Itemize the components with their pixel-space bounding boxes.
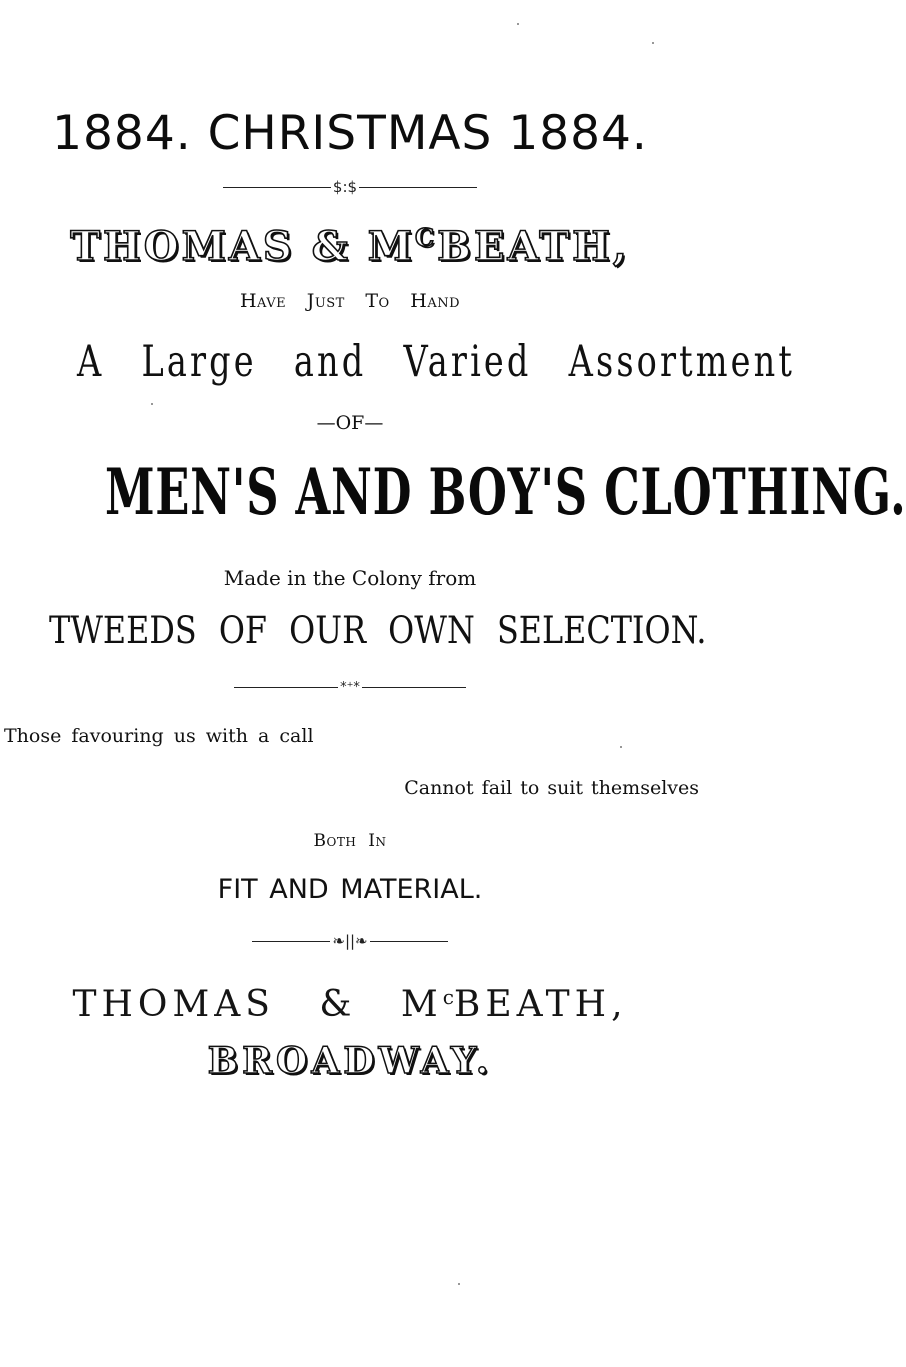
fit-material-heading: FIT AND MATERIAL.	[217, 874, 483, 905]
address-heading: BROADWAY.	[207, 1040, 493, 1082]
firm-name-part: THOMAS & M	[70, 223, 416, 270]
rule-right	[370, 941, 448, 942]
firm-name-part: THOMAS & M	[72, 984, 443, 1025]
print-speck	[151, 403, 153, 405]
product-heading: MEN'S AND BOY'S CLOTHING.	[105, 455, 906, 530]
firm-name-part: BEATH,	[437, 223, 630, 270]
firm-name-part: BEATH,	[453, 984, 628, 1025]
favouring-line: Those favouring us with a call	[4, 725, 314, 747]
firm-name-sup: C	[415, 223, 438, 252]
rule-left	[252, 941, 330, 942]
rule-right	[359, 187, 477, 188]
print-speck	[620, 746, 622, 748]
rule-left	[234, 687, 338, 688]
made-in-line: Made in the Colony from	[223, 566, 477, 590]
of-line: —OF—	[316, 412, 384, 434]
cannot-fail-line: Cannot fail to suit themselves	[404, 777, 699, 799]
divider-fleuron	[0, 932, 700, 950]
headline: 1884. CHRISTMAS 1884.	[52, 106, 648, 161]
print-speck	[458, 1283, 460, 1285]
asterism-ornament: *⁺*	[340, 680, 360, 695]
fleuron-ornament: ❧||❧	[332, 932, 368, 950]
firm-name-ornate	[0, 212, 700, 273]
firm-name-bottom	[0, 974, 700, 1028]
rule-right	[362, 687, 466, 688]
print-speck	[517, 23, 519, 25]
print-speck	[652, 42, 654, 44]
tweeds-heading: TWEEDS OF OUR OWN SELECTION.	[49, 609, 707, 652]
firm-name-sup: c	[442, 985, 454, 1009]
rule-left	[223, 187, 331, 188]
intro-line: Have Just To Hand	[239, 290, 461, 312]
assortment-heading: A Large and Varied Assortment	[77, 337, 795, 387]
dollar-ornament: $:$	[332, 178, 358, 196]
divider-dollar	[0, 178, 700, 196]
divider-asterism	[0, 680, 700, 695]
both-in-line: Both In	[313, 831, 387, 851]
